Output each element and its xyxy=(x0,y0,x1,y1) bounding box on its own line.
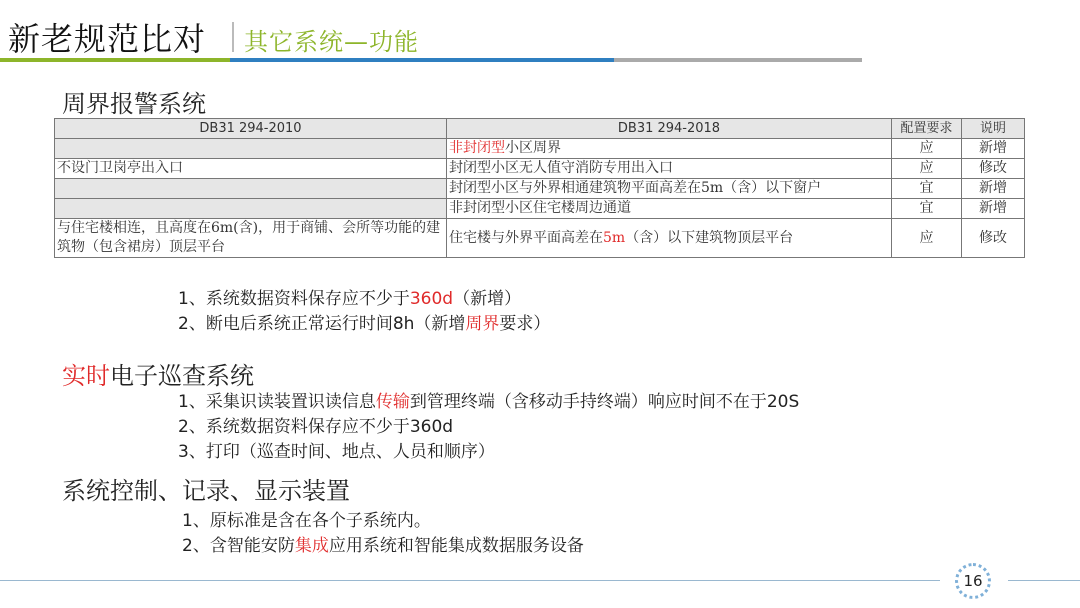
patrol-list xyxy=(178,390,799,465)
cell-requirement: 应 xyxy=(892,139,962,159)
cell-new: 封闭型小区与外界相通建筑物平面高差在5m（含）以下窗户 xyxy=(447,179,892,199)
table-header-row xyxy=(55,119,1025,139)
page-subtitle: 其它系统—功能 xyxy=(244,28,419,56)
cell-old xyxy=(55,179,447,199)
list-item: 1、采集识读装置识读信息传输到管理终端（含移动手持终端）响应时间不在于20S xyxy=(178,392,800,412)
table-row xyxy=(55,219,1025,258)
header-old-standard: DB31 294-2010 xyxy=(55,119,447,139)
section-title-perimeter: 周界报警系统 xyxy=(62,90,206,118)
cell-new: 非封闭型小区住宅楼周边通道 xyxy=(447,199,892,219)
highlight-text: 5m xyxy=(603,229,626,246)
list-item: 1、系统数据资料保存应不少于360d（新增） xyxy=(178,289,522,309)
section-title-text: 电子巡查系统 xyxy=(110,362,254,390)
cell-note: 修改 xyxy=(962,159,1025,179)
control-list xyxy=(182,509,584,559)
list-item: 3、打印（巡查时间、地点、人员和顺序） xyxy=(178,442,495,462)
header-bar-gray xyxy=(614,58,862,62)
cell-old: 不设门卫岗亭出入口 xyxy=(55,159,447,179)
header-requirement: 配置要求 xyxy=(892,119,962,139)
header-bar-green xyxy=(0,58,230,62)
table-row xyxy=(55,139,1025,159)
cell-note: 新增 xyxy=(962,179,1025,199)
section-title-patrol xyxy=(62,356,254,391)
cell-old xyxy=(55,199,447,219)
section-title-control: 系统控制、记录、显示装置 xyxy=(62,477,350,505)
list-item: 2、含智能安防集成应用系统和智能集成数据服务设备 xyxy=(182,536,584,556)
cell-note: 修改 xyxy=(962,219,1025,258)
cell-text: 小区周界 xyxy=(505,140,561,156)
table-row xyxy=(55,159,1025,179)
list-item: 2、断电后系统正常运行时间8h（新增周界要求） xyxy=(178,314,551,334)
title-divider xyxy=(232,22,234,52)
table-row xyxy=(55,199,1025,219)
cell-new xyxy=(447,139,892,159)
cell-note: 新增 xyxy=(962,139,1025,159)
cell-note: 新增 xyxy=(962,199,1025,219)
cell-requirement: 应 xyxy=(892,159,962,179)
cell-old: 与住宅楼相连，且高度在6m(含)，用于商铺、会所等功能的建筑物（包含裙房）顶层平台 xyxy=(55,219,447,258)
footer-line-right xyxy=(1008,580,1080,581)
list-item: 2、系统数据资料保存应不少于360d xyxy=(178,417,454,437)
cell-text: （含）以下建筑物顶层平台 xyxy=(625,229,794,246)
perimeter-list xyxy=(178,287,550,337)
highlight-text: 周界 xyxy=(465,314,500,334)
highlight-text: 360d xyxy=(409,289,454,309)
cell-requirement: 宜 xyxy=(892,179,962,199)
highlight-text: 实时 xyxy=(62,362,110,390)
highlight-text: 非封闭型 xyxy=(449,140,505,156)
highlight-text: 传输 xyxy=(375,392,410,412)
cell-text: 住宅楼与外界平面高差在 xyxy=(449,229,603,246)
highlight-text: 集成 xyxy=(294,536,329,556)
list-item: 1、原标准是含在各个子系统内。 xyxy=(182,511,431,531)
header-note: 说明 xyxy=(962,119,1025,139)
page-title: 新老规范比对 xyxy=(8,20,207,58)
cell-requirement: 应 xyxy=(892,219,962,258)
header-new-standard: DB31 294-2018 xyxy=(447,119,892,139)
cell-new xyxy=(447,219,892,258)
cell-old xyxy=(55,139,447,159)
table-row xyxy=(55,179,1025,199)
comparison-table xyxy=(54,118,1025,258)
header-bar-blue xyxy=(230,58,614,62)
cell-new: 封闭型小区无人值守消防专用出入口 xyxy=(447,159,892,179)
page-number-badge: 16 xyxy=(955,563,991,599)
cell-requirement: 宜 xyxy=(892,199,962,219)
footer-line-left xyxy=(0,580,940,581)
